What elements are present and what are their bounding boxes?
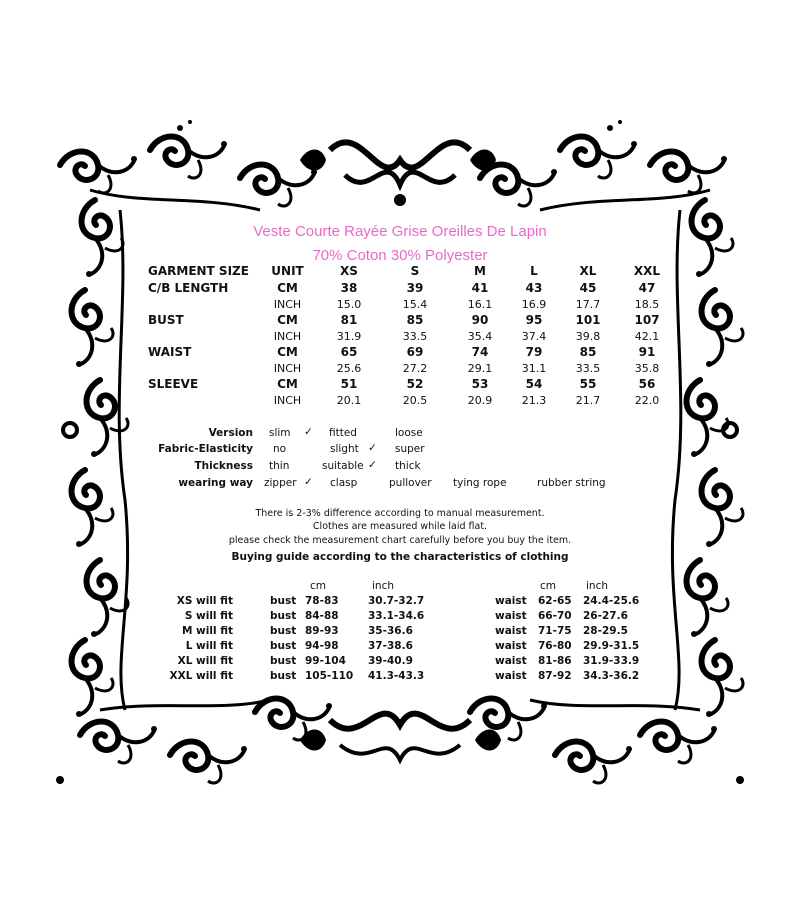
row-label-bust: BUST (148, 313, 184, 327)
cell-value: 51 (340, 377, 358, 391)
option-pullover: pullover (389, 477, 432, 489)
cell-value: 25.6 (336, 362, 362, 375)
row-label-waist: WAIST (148, 345, 192, 359)
cell-value: 90 (471, 313, 489, 327)
size-header-s: S (410, 264, 420, 278)
cell-value: 52 (406, 377, 424, 391)
option-tying-rope: tying rope (453, 477, 507, 489)
guide-waist-inch: 28-29.5 (583, 625, 628, 637)
unit-inch: INCH (273, 394, 302, 407)
guide-waist: waist (495, 670, 527, 682)
option-slight: slight (330, 443, 359, 455)
cell-value: 17.7 (575, 298, 601, 311)
guide-bust: bust (270, 595, 297, 607)
unit-cm: CM (277, 377, 298, 391)
cell-value: 101 (575, 313, 601, 327)
cell-value: 47 (638, 281, 656, 295)
guide-bust: bust (270, 640, 297, 652)
cell-value: 53 (471, 377, 489, 391)
garment-size-header: GARMENT SIZE (148, 264, 249, 278)
cell-value: 20.5 (402, 394, 428, 407)
guide-size: S will fit (184, 610, 233, 622)
option-clasp: clasp (330, 477, 358, 489)
option-super: super (395, 443, 425, 455)
guide-waist-inch: 29.9-31.5 (583, 640, 640, 652)
guide-bust: bust (270, 670, 297, 682)
cell-value: 21.3 (521, 394, 547, 407)
guide-waist-inch: 34.3-36.2 (583, 670, 640, 682)
guide-bust: bust (270, 610, 297, 622)
unit-inch: INCH (273, 298, 302, 311)
guide-inch-header: inch (586, 580, 608, 592)
material-composition: 70% Coton 30% Polyester (312, 247, 488, 264)
size-header-l: L (530, 264, 538, 278)
guide-size: M will fit (181, 625, 233, 637)
cell-value: 65 (340, 345, 358, 359)
cell-value: 22.0 (634, 394, 660, 407)
cell-value: 85 (579, 345, 597, 359)
cell-value: 20.1 (336, 394, 362, 407)
option-loose: loose (395, 427, 423, 439)
guide-waist-inch: 31.9-33.9 (583, 655, 640, 667)
option-thin: thin (269, 460, 290, 472)
cell-value: 21.7 (575, 394, 601, 407)
unit-inch: INCH (273, 330, 302, 343)
product-title: Veste Courte Rayée Grise Oreilles De Lapin (253, 223, 547, 240)
guide-cm-header: cm (540, 580, 557, 592)
guide-waist-inch: 24.4-25.6 (583, 595, 640, 607)
guide-waist: waist (495, 640, 527, 652)
cell-value: 37.4 (521, 330, 547, 343)
cell-value: 15.0 (336, 298, 362, 311)
guide-bust-cm: 84-88 (305, 610, 339, 622)
guide-waist: waist (495, 625, 527, 637)
cell-value: 38 (340, 281, 358, 295)
cell-value: 29.1 (467, 362, 493, 375)
cell-value: 16.1 (467, 298, 493, 311)
note-line: please check the measurement chart carefully before you buy the item. (228, 535, 572, 546)
cell-value: 31.9 (336, 330, 362, 343)
cell-value: 54 (525, 377, 543, 391)
unit-inch: INCH (273, 362, 302, 375)
unit-header: UNIT (271, 264, 304, 278)
guide-waist: waist (495, 655, 527, 667)
guide-inch-header: inch (372, 580, 394, 592)
option-slim: slim (269, 427, 291, 439)
guide-waist-cm: 81-86 (538, 655, 572, 667)
guide-waist-cm: 66-70 (538, 610, 572, 622)
unit-cm: CM (277, 281, 298, 295)
cell-value: 35.8 (634, 362, 660, 375)
guide-waist-cm: 76-80 (538, 640, 572, 652)
option-fitted: fitted (329, 427, 357, 439)
guide-bust-inch: 37-38.6 (368, 640, 413, 652)
cell-value: 91 (638, 345, 656, 359)
note-line: Clothes are measured while laid flat. (312, 521, 488, 532)
check-icon: ✓ (304, 426, 313, 438)
guide-bust-cm: 94-98 (305, 640, 339, 652)
guide-size: XS will fit (176, 595, 233, 607)
guide-bust-cm: 99-104 (305, 655, 346, 667)
option-zipper: zipper (264, 477, 297, 489)
guide-waist-inch: 26-27.6 (583, 610, 628, 622)
size-header-xl: XL (579, 264, 597, 278)
guide-bust-inch: 30.7-32.7 (368, 595, 425, 607)
size-header-xxl: XXL (633, 264, 661, 278)
cell-value: 95 (525, 313, 543, 327)
guide-bust-cm: 105-110 (305, 670, 354, 682)
characteristic-label: Fabric-Elasticity (158, 443, 253, 455)
cell-value: 20.9 (467, 394, 493, 407)
cell-value: 107 (634, 313, 660, 327)
row-label-cb-length: C/B LENGTH (148, 281, 229, 295)
cell-value: 33.5 (575, 362, 601, 375)
characteristic-label: Version (208, 427, 253, 439)
cell-value: 85 (406, 313, 424, 327)
cell-value: 81 (340, 313, 358, 327)
option-rubber-string: rubber string (537, 477, 606, 489)
cell-value: 39 (406, 281, 424, 295)
guide-cm-header: cm (310, 580, 327, 592)
guide-size: L will fit (185, 640, 233, 652)
cell-value: 56 (638, 377, 656, 391)
cell-value: 74 (471, 345, 489, 359)
cell-value: 31.1 (521, 362, 547, 375)
check-icon: ✓ (368, 459, 377, 471)
cell-value: 41 (471, 281, 489, 295)
check-icon: ✓ (368, 442, 377, 454)
cell-value: 55 (579, 377, 597, 391)
unit-cm: CM (277, 345, 298, 359)
cell-value: 79 (525, 345, 543, 359)
guide-size: XL will fit (177, 655, 233, 667)
cell-value: 16.9 (521, 298, 547, 311)
guide-bust-inch: 41.3-43.3 (368, 670, 425, 682)
unit-cm: CM (277, 313, 298, 327)
cell-value: 43 (525, 281, 543, 295)
guide-waist: waist (495, 610, 527, 622)
size-header-xs: XS (340, 264, 358, 278)
guide-waist-cm: 62-65 (538, 595, 572, 607)
cell-value: 18.5 (634, 298, 660, 311)
guide-bust: bust (270, 625, 297, 637)
guide-bust: bust (270, 655, 297, 667)
guide-size: XXL will fit (169, 670, 233, 682)
option-no: no (273, 443, 287, 455)
cell-value: 39.8 (575, 330, 601, 343)
cell-value: 33.5 (402, 330, 428, 343)
option-suitable: suitable (322, 460, 364, 472)
guide-waist-cm: 87-92 (538, 670, 572, 682)
cell-value: 42.1 (634, 330, 660, 343)
guide-bust-inch: 39-40.9 (368, 655, 413, 667)
guide-bust-cm: 89-93 (305, 625, 339, 637)
option-thick: thick (395, 460, 421, 472)
guide-bust-inch: 35-36.6 (368, 625, 413, 637)
cell-value: 35.4 (467, 330, 493, 343)
size-header-m: M (474, 264, 486, 278)
characteristic-label: wearing way (178, 477, 253, 489)
cell-value: 69 (406, 345, 424, 359)
guide-bust-cm: 78-83 (305, 595, 339, 607)
cell-value: 27.2 (402, 362, 428, 375)
cell-value: 15.4 (402, 298, 428, 311)
guide-waist: waist (495, 595, 527, 607)
buying-guide-title: Buying guide according to the characteristics of clothing (231, 551, 569, 563)
row-label-sleeve: SLEEVE (148, 377, 199, 391)
guide-bust-inch: 33.1-34.6 (368, 610, 425, 622)
guide-waist-cm: 71-75 (538, 625, 572, 637)
check-icon: ✓ (304, 476, 313, 488)
characteristic-label: Thickness (194, 460, 253, 472)
cell-value: 45 (579, 281, 597, 295)
note-line: There is 2-3% difference according to manual measurement. (255, 508, 545, 519)
